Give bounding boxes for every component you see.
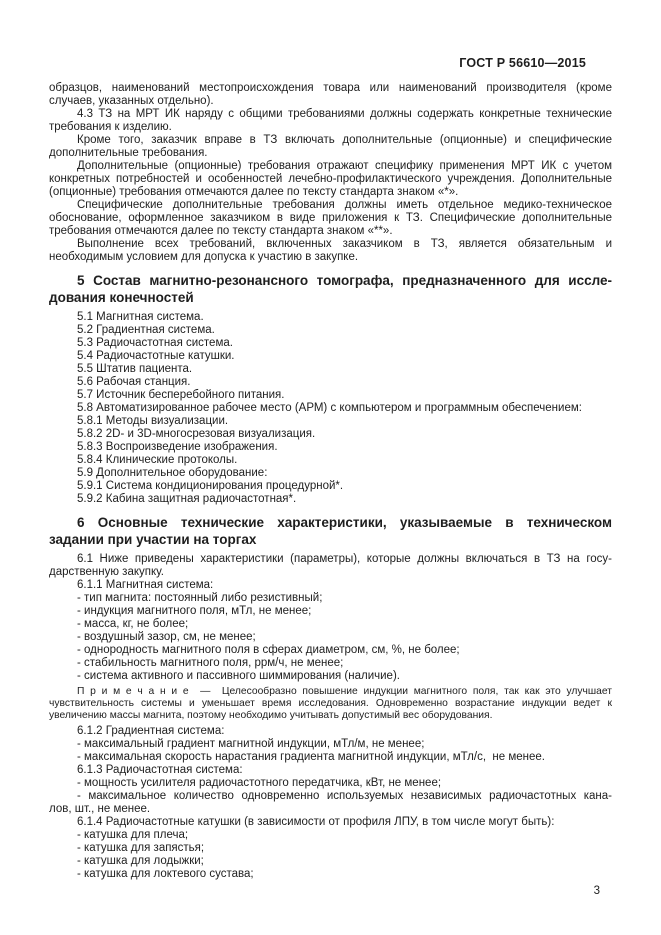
text-line: - однородность магнитного поля в сферах диаметром, см, %, не более;	[77, 644, 460, 656]
text-line: - максимальное количество одновременно используемых независимых радиочастотных кана-	[77, 790, 612, 802]
list-item	[49, 441, 612, 454]
list-item	[49, 428, 612, 441]
running-header: ГОСТ Р 56610—2015	[459, 56, 586, 70]
text-line: (опционные) требования отмечаются далее по тексту стандарта знаком «*».	[49, 186, 459, 198]
list-item	[49, 644, 612, 657]
text-line: - мощность усилителя радиочастотного передатчика, кВт, не менее;	[77, 777, 442, 789]
text-line: 5.8 Автоматизированное рабочее место (АРМ) с компьютером и программным обеспечением:	[77, 402, 582, 414]
text-line: 5.9 Дополнительное оборудование:	[77, 467, 268, 479]
text-line: дополнительные требования.	[49, 147, 208, 159]
page-number: 3	[593, 885, 600, 897]
document-body	[49, 82, 612, 881]
text-line: - тип магнита: постоянный либо резистивный;	[77, 592, 323, 604]
list-item	[49, 402, 612, 415]
text-line: 5.6 Рабочая станция.	[77, 376, 191, 388]
list-item	[49, 311, 612, 324]
list-item	[49, 350, 612, 363]
list-item	[49, 493, 612, 506]
list-item	[49, 829, 612, 842]
text-line: 5.3 Радиочастотная система.	[77, 337, 233, 349]
text-line: требования отмечаются далее по тексту стандарта знаком «**».	[49, 225, 393, 237]
text-line: дования конечностей	[49, 290, 194, 305]
list-item	[49, 480, 612, 493]
text-line: 5.4 Радиочастотные катушки.	[77, 350, 235, 362]
list-item	[49, 855, 612, 868]
text-line: - максимальный градиент магнитной индукции, мТл/м, не менее;	[77, 738, 425, 750]
list-item	[49, 363, 612, 376]
list-item	[49, 324, 612, 337]
text-line: 4.3 ТЗ на МРТ ИК наряду с общими требованиями должны содержать конкретные технические	[77, 108, 612, 120]
list-item	[49, 764, 612, 777]
note-paragraph	[49, 686, 612, 722]
text-line: - система активного и пассивного шиммирования (наличие).	[77, 670, 400, 682]
text-line: увеличению массы магнита, поэтому необходимо учитывать допустимый вес оборудования.	[49, 710, 493, 721]
text-line: - катушка для плеча;	[77, 829, 189, 841]
text-line: 5.8.1 Методы визуализации.	[77, 415, 229, 427]
list-item	[49, 868, 612, 881]
list-item	[49, 415, 612, 428]
text-line: 6.1 Ниже приведены характеристики (параметры), которые должны включаться в ТЗ на госу-	[77, 553, 612, 565]
paragraph	[49, 199, 612, 238]
text-line: 5 Состав магнитно-резонансного томографа, предназначенного для иссле-	[77, 273, 612, 288]
text-line: 5.1 Магнитная система.	[77, 311, 204, 323]
paragraph	[49, 238, 612, 264]
paragraph	[49, 134, 612, 160]
list-item	[49, 777, 612, 790]
text-line: 6.1.1 Магнитная система:	[77, 579, 214, 591]
paragraph	[49, 790, 612, 816]
text-line: лов, шт., не менее.	[49, 803, 151, 815]
text-line: - катушка для лодыжки;	[77, 855, 204, 867]
text-line: - стабильность магнитного поля, ррм/ч, не менее;	[77, 657, 344, 669]
paragraph	[49, 82, 612, 108]
text-line: обоснование, оформленное заказчиком в виде приложения к ТЗ. Специфические дополнительные	[49, 212, 612, 224]
text-line: Дополнительные (опционные) требования отражают специфику применения МРТ ИК с учетом	[77, 160, 612, 172]
paragraph	[49, 553, 612, 579]
list-item	[49, 592, 612, 605]
text-line: Кроме того, заказчик вправе в ТЗ включать дополнительные (опционные) и специфические	[77, 134, 612, 146]
text-line: случаев, указанных отдельно).	[49, 95, 214, 107]
list-item	[49, 454, 612, 467]
list-item	[49, 657, 612, 670]
text-line: - максимальная скорость нарастания градиента магнитной индукции, мТл/с, не менее.	[77, 751, 545, 763]
text-line: - воздушный зазор, см, не менее;	[77, 631, 256, 643]
text-line: необходимым условием для допуска к участию в закупке.	[49, 251, 359, 263]
text-line: - индукция магнитного поля, мТл, не менее;	[77, 605, 312, 617]
text-line: 6.1.3 Радиочастотная система:	[77, 764, 243, 776]
list-item	[49, 618, 612, 631]
list-item	[49, 725, 612, 738]
list-item	[49, 842, 612, 855]
text-line: 5.8.3 Воспроизведение изображения.	[77, 441, 278, 453]
text-line: требования к изделию.	[49, 121, 172, 133]
text-line: 5.9.2 Кабина защитная радиочастотная*.	[77, 493, 297, 505]
paragraph	[49, 160, 612, 199]
section-heading	[49, 272, 612, 306]
paragraph	[49, 108, 612, 134]
text-line: 5.2 Градиентная система.	[77, 324, 215, 336]
text-line: - масса, кг, не более;	[77, 618, 189, 630]
list-item	[49, 816, 612, 829]
text-line: образцов, наименований местопроисхождения товара или наименований производителя (кроме	[49, 82, 612, 94]
list-item	[49, 579, 612, 592]
list-item	[49, 631, 612, 644]
text-line: задании при участии на торгах	[49, 532, 257, 547]
text-line: дарственную закупку.	[49, 566, 164, 578]
text-line: 5.5 Штатив пациента.	[77, 363, 193, 375]
text-line: - катушка для локтевого сустава;	[77, 868, 254, 880]
text-line: 5.8.4 Клинические протоколы.	[77, 454, 238, 466]
text-line: - катушка для запястья;	[77, 842, 205, 854]
list-item	[49, 670, 612, 683]
text-line: 6 Основные технические характеристики, указываемые в техническом	[77, 515, 612, 530]
list-item	[49, 738, 612, 751]
list-item	[49, 376, 612, 389]
text-line: Выполнение всех требований, включенных заказчиком в ТЗ, является обязательным и	[77, 238, 612, 250]
text-line: 5.7 Источник бесперебойного питания.	[77, 389, 285, 401]
section-heading	[49, 514, 612, 548]
text-line: П р и м е ч а н и е — Целесообразно повышение индукции магнитного поля, так как это улучшает	[77, 686, 612, 697]
list-item	[49, 751, 612, 764]
text-line: 5.8.2 2D- и 3D-многосрезовая визуализация.	[77, 428, 316, 440]
text-line: чувствительность системы и уменьшает время исследования. Одновременно возрастание индукции ведет к	[49, 698, 612, 709]
text-line: конкретных потребностей и особенностей лечебно-профилактического учреждения. Дополнительные	[49, 173, 612, 185]
list-item	[49, 605, 612, 618]
text-line: 6.1.4 Радиочастотные катушки (в зависимости от профиля ЛПУ, в том числе могут быть):	[77, 816, 555, 828]
text-line: 5.9.1 Система кондиционирования процедурной*.	[77, 480, 344, 492]
list-item	[49, 389, 612, 402]
text-line: 6.1.2 Градиентная система:	[77, 725, 225, 737]
text-line: Специфические дополнительные требования должны иметь отдельное медико-техническое	[77, 199, 612, 211]
list-item	[49, 337, 612, 350]
list-item	[49, 467, 612, 480]
